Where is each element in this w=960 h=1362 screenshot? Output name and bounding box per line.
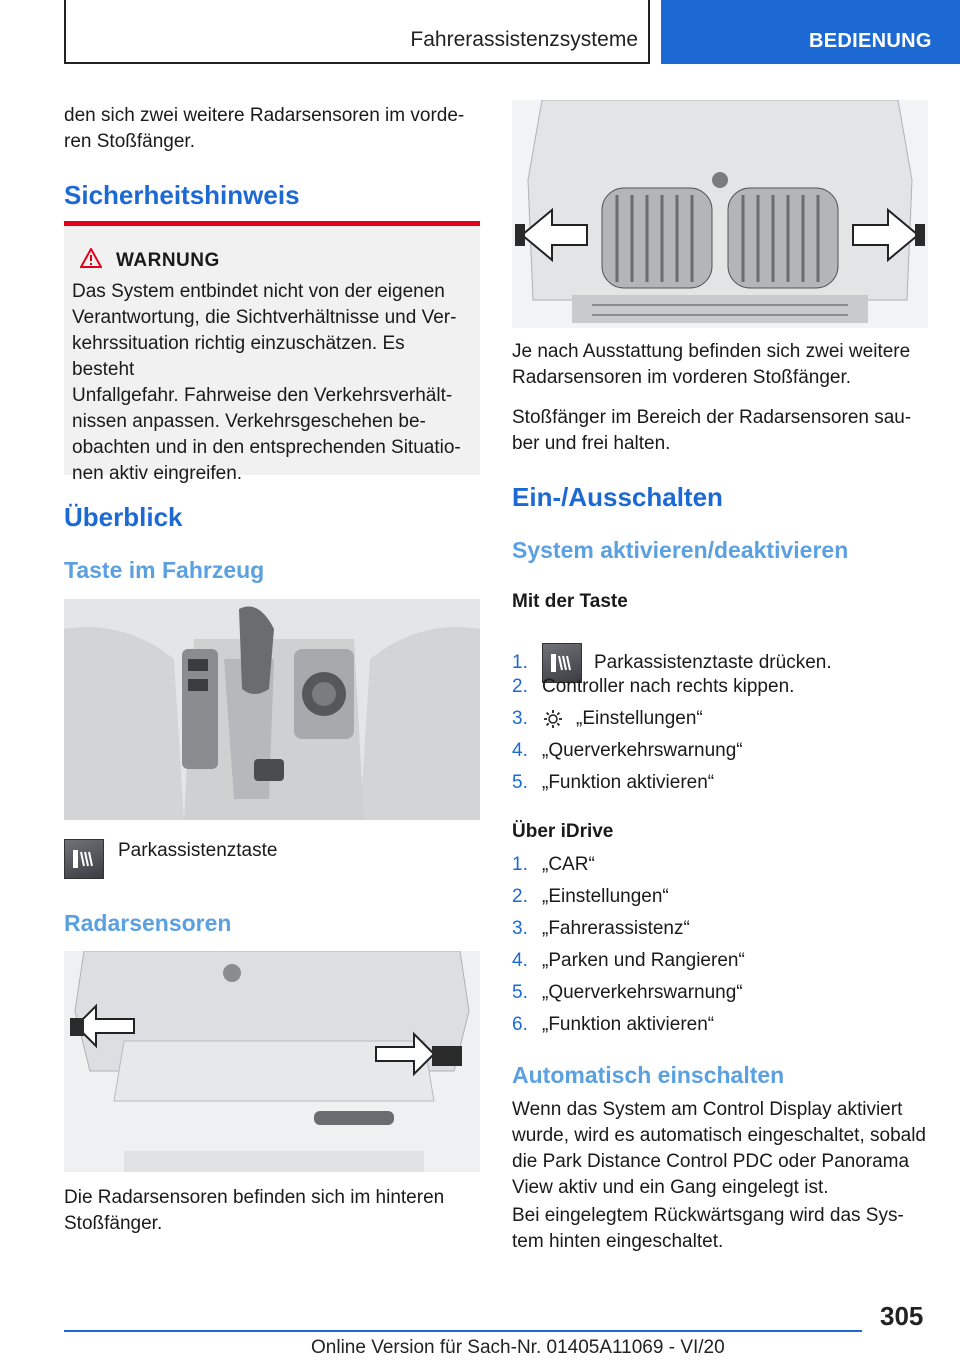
list-item [512,740,743,762]
radar-heading: Radarsensoren [64,910,232,936]
auto-line: View aktiv und ein Gang eingelegt ist. [512,1177,829,1198]
step-text: „CAR“ [542,854,595,875]
auto-line: wurde, wird es automatisch eingeschaltet, sobald [512,1125,927,1146]
front-bumper-image [512,100,928,328]
step-number: 5. [512,982,528,1003]
warning-line: nissen anpassen. Verkehrsgeschehen be- [72,411,426,432]
rear-bumper-image [64,951,480,1172]
warning-line: obachten und in den entsprechenden Situatio- [72,437,461,458]
list-item [512,854,595,876]
warning-line: Das System entbindet nicht von der eigenen [72,281,445,302]
warning-text [72,279,472,487]
auto-heading: Automatisch einschalten [512,1062,785,1088]
warning-triangle-icon [80,248,102,273]
warning-line: Unfallgefahr. Fahrweise den Verkehrsverhält- [72,385,453,406]
center-console-image [64,599,480,820]
list-item [512,918,690,940]
list-item [512,950,745,972]
auto-text [512,1097,942,1201]
safety-heading: Sicherheitshinweis [64,180,300,210]
step-text: „Funktion aktivieren“ [542,772,715,793]
reverse-text [512,1203,942,1255]
footer-divider [64,1330,862,1332]
activate-heading: System aktivieren/deaktivieren [512,537,849,563]
reverse-line: tem hinten eingeschaltet. [512,1231,724,1252]
radar-text-line-2: Stoßfänger. [64,1213,163,1234]
warning-title: WARNUNG [116,249,220,271]
step-text: „Querverkehrswarnung“ [542,982,743,1003]
overview-heading: Überblick [64,502,183,532]
radar-text-line-1: Die Radarsensoren befinden sich im hinteren [64,1187,445,1208]
step-text: „Einstellungen“ [576,708,703,729]
step-number: 6. [512,1014,528,1035]
step-number: 5. [512,772,528,793]
step-text: „Fahrerassistenz“ [542,918,690,939]
radar-text [64,1185,480,1237]
idrive-heading: Über iDrive [512,821,614,842]
with-button-heading: Mit der Taste [512,591,628,612]
intro-text [64,103,480,155]
step-text: Parkassistenztaste drücken. [594,652,832,673]
footer-text: Online Version für Sach-Nr. 01405A11069 - VI/20 [311,1337,725,1358]
list-item [512,886,669,908]
button-heading: Taste im Fahrzeug [64,557,265,583]
clean-line-1: Stoßfänger im Bereich der Radarsensoren sau- [512,407,912,428]
intro-line-2: ren Stoßfänger. [64,131,195,152]
step-number: 1. [512,652,528,673]
step-number: 4. [512,740,528,761]
header-chapter-title: BEDIENUNG [809,30,932,52]
list-item [512,772,714,794]
step-number: 1. [512,854,528,875]
gear-icon [542,708,564,730]
step-number: 3. [512,708,528,729]
front-radar-line-1: Je nach Ausstattung befinden sich zwei weitere [512,341,911,362]
step-number: 3. [512,918,528,939]
auto-line: die Park Distance Control PDC oder Panorama [512,1151,910,1172]
list-item [512,708,703,730]
clean-line-2: ber und frei halten. [512,433,671,454]
button-caption-row [64,839,277,879]
list-item [512,676,794,698]
warning-box [64,221,480,484]
header-section-box [64,0,650,64]
auto-line: Wenn das System am Control Display aktiviert [512,1099,903,1120]
reverse-line: Bei eingelegtem Rückwärtsgang wird das Sys- [512,1205,904,1226]
warning-title-row [80,248,472,273]
header-chapter-box [661,0,960,64]
step-number: 2. [512,676,528,697]
step-text: „Querverkehrswarnung“ [542,740,743,761]
warning-line: nen aktiv eingreifen. [72,463,243,484]
step-text: Controller nach rechts kippen. [542,676,795,697]
step-number: 2. [512,886,528,907]
header-section-title: Fahrerassistenzsysteme [410,28,638,51]
step-text: „Einstellungen“ [542,886,669,907]
step-text: „Funktion aktivieren“ [542,1014,715,1035]
front-radar-text [512,339,928,391]
list-item [512,1014,714,1036]
page-number: 305 [880,1301,924,1331]
front-radar-line-2: Radarsensoren im vorderen Stoßfänger. [512,367,852,388]
onoff-heading: Ein-/Ausschalten [512,482,723,512]
button-caption: Parkassistenztaste [118,840,278,861]
clean-text [512,405,928,457]
step-text: „Parken und Rangieren“ [542,950,745,971]
park-assist-icon [64,839,104,879]
step-number: 4. [512,950,528,971]
intro-line-1: den sich zwei weitere Radarsensoren im vorde- [64,105,465,126]
warning-line: Verantwortung, die Sichtverhältnisse und Ver- [72,307,457,328]
warning-line: kehrssituation richtig einzuschätzen. Es besteht [72,333,405,380]
list-item [512,982,743,1004]
